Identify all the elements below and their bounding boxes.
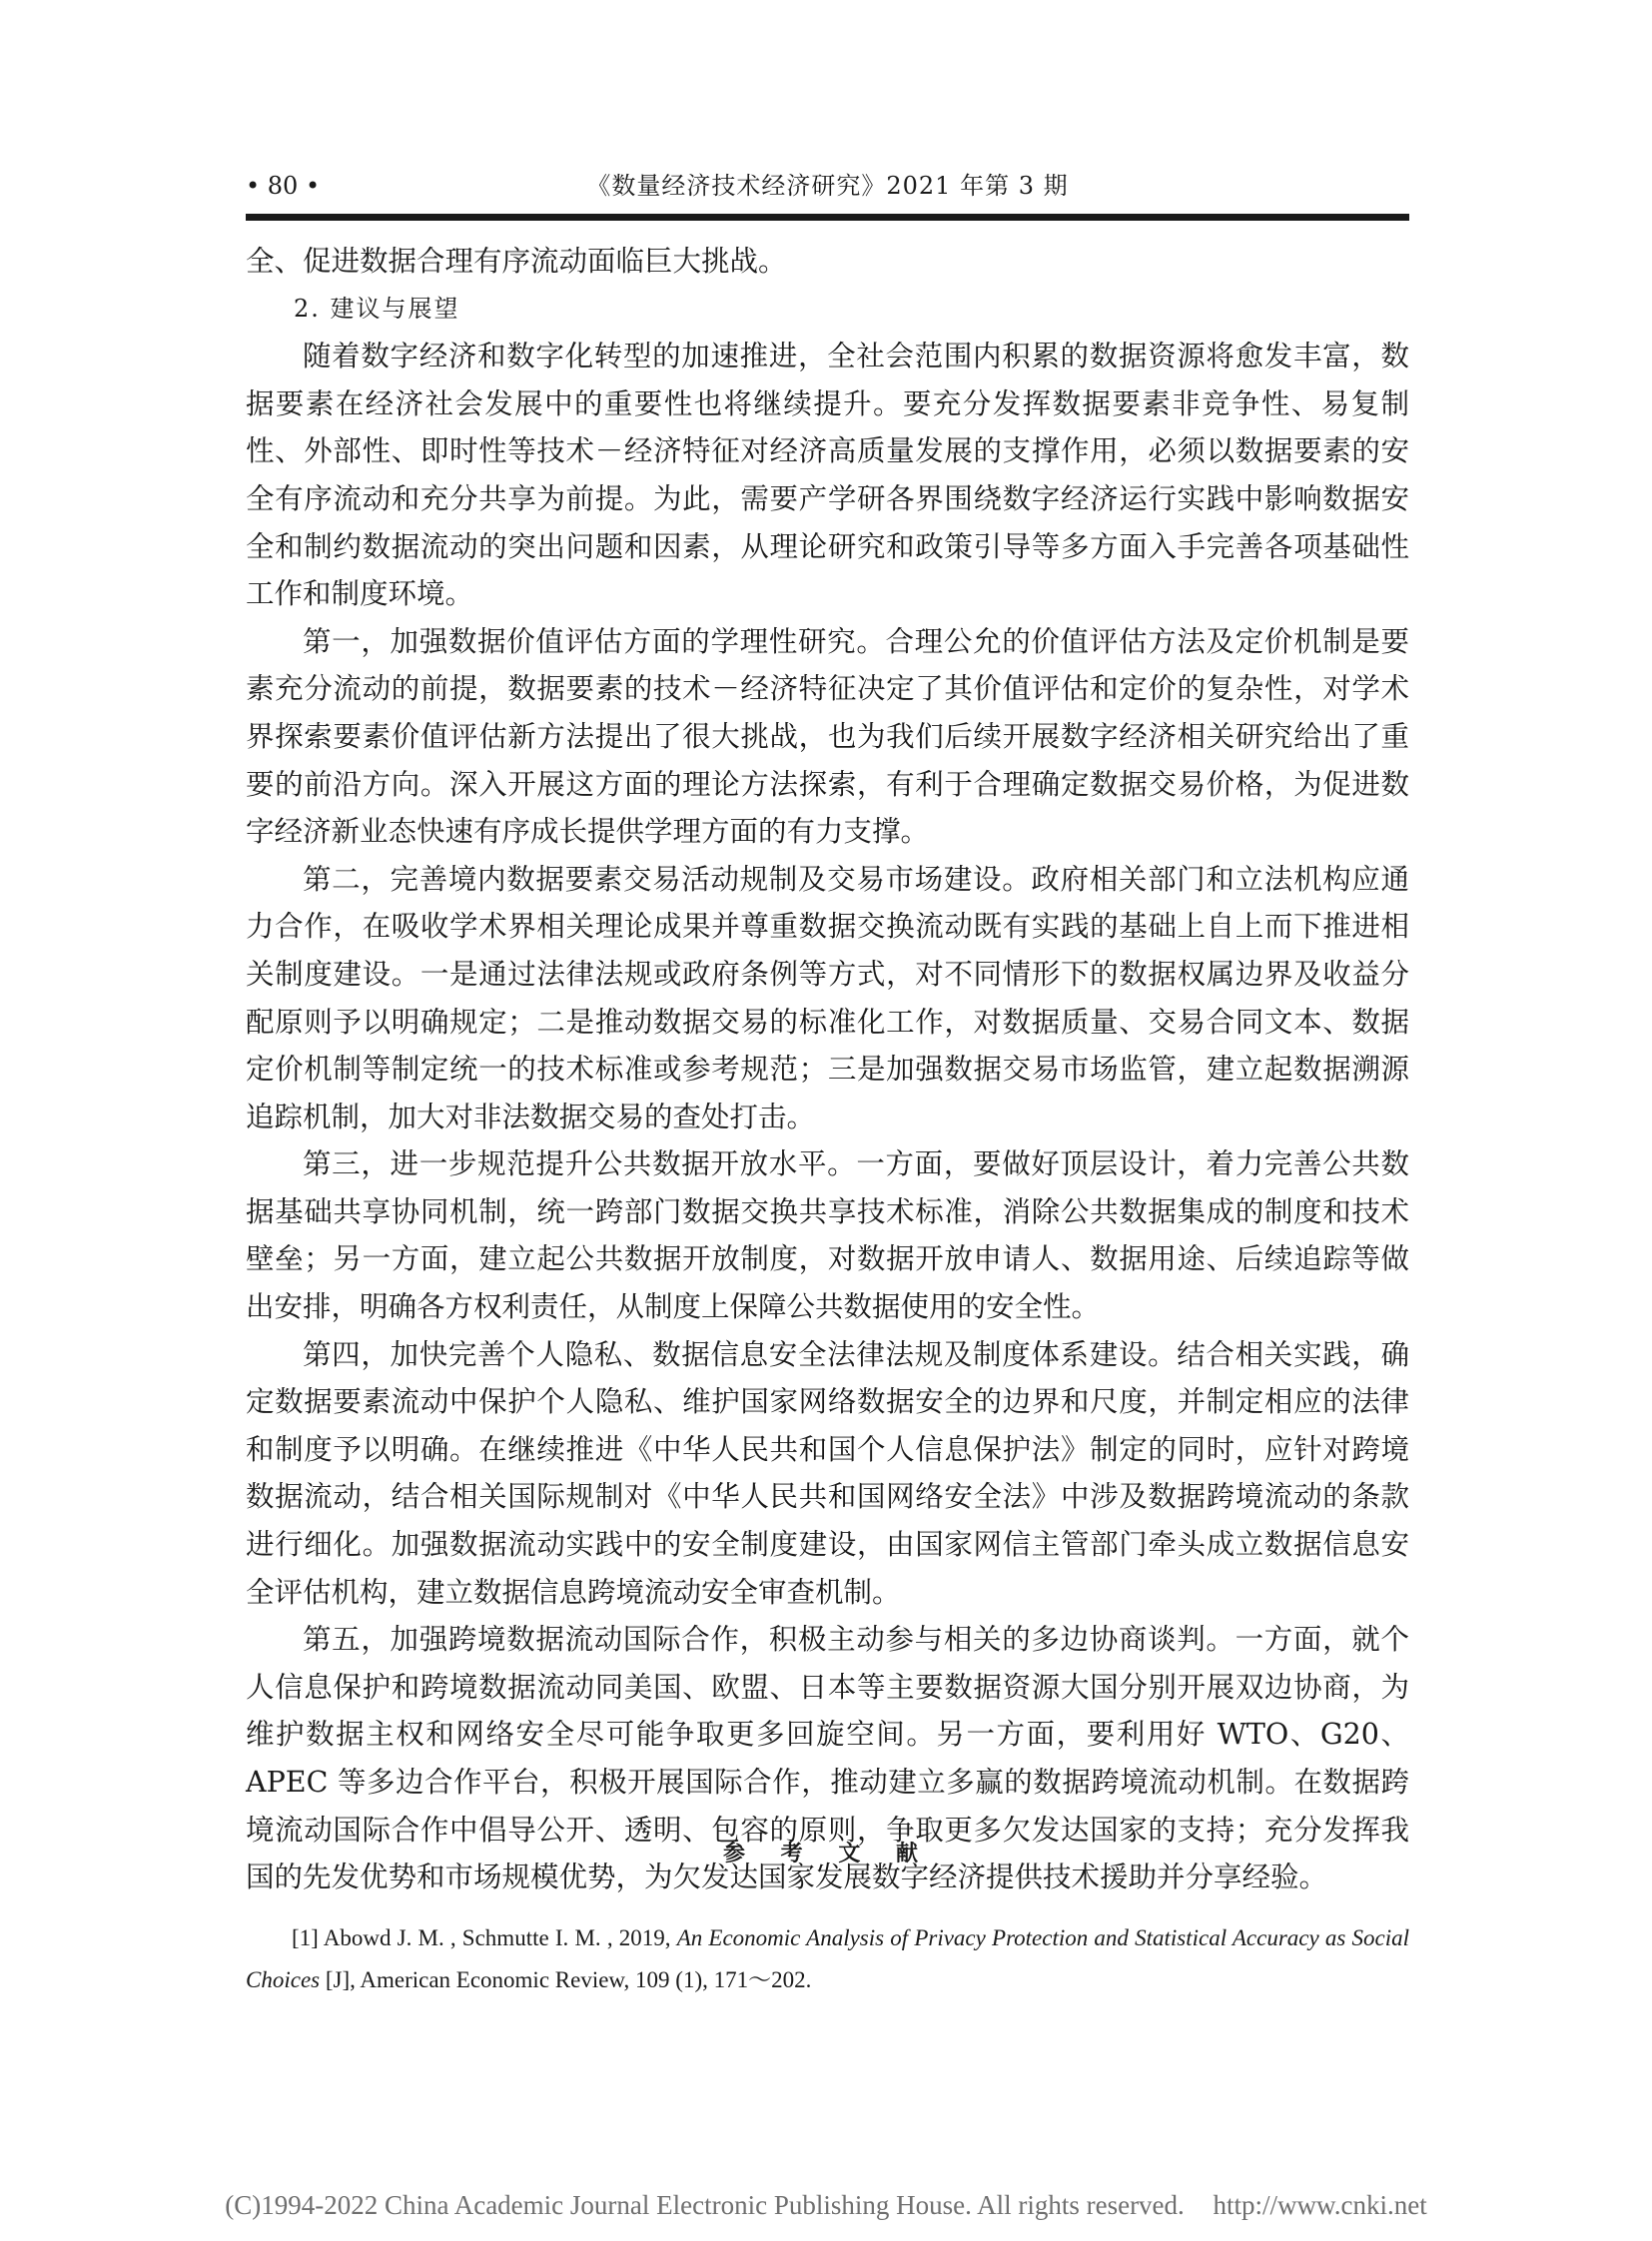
intro-fragment: 全、促进数据合理有序流动面临巨大挑战。 <box>246 245 787 278</box>
reference-title: An Economic Analysis of Privacy Protection and Statistical Accuracy as Social Choices <box>246 1925 1409 1992</box>
page-header <box>246 166 1409 206</box>
cnki-link[interactable]: http://www.cnki.net <box>1213 2190 1427 2220</box>
paragraph-fifth-recommendation: 第五，加强跨境数据流动国际合作，积极主动参与相关的多边协商谈判。一方面，就个人信息保护和跨境数据流动同美国、欧盟、日本等主要数据资源大国分别开展双边协商，为维护数据主权和网络安全尽可能争取更多回旋空间。另一方面，要利用好 WTO、G20、APEC 等多边合作平台，积极开展国际合作，推动建立多赢的数据跨境流动机制。在数据跨境流动国际合作中倡导公开、透明、包容的原则，争取更多欠发达国家的支持；充分发挥我国的先发优势和市场规模优势，为欠发达国家发展数字经济提供技术援助并分享经验。 <box>246 1623 1409 1894</box>
paragraph-fourth-recommendation: 第四，加快完善个人隐私、数据信息安全法律法规及制度体系建设。结合相关实践，确定数据要素流动中保护个人隐私、维护国家网络数据安全的边界和尺度，并制定相应的法律和制度予以明确。在继续推进《中华人民共和国个人信息保护法》制定的同时，应针对跨境数据流动，结合相关国际规制对《中华人民共和国网络安全法》中涉及数据跨境流动的条款进行细化。加强数据流动实践中的安全制度建设，由国家网信主管部门牵头成立数据信息安全评估机构，建立数据信息跨境流动安全审查机制。 <box>246 1337 1409 1609</box>
reference-item <box>246 1917 1409 2001</box>
paragraph-second-recommendation: 第二，完善境内数据要素交易活动规制及交易市场建设。政府相关部门和立法机构应通力合作，在吸收学术界相关理论成果并尊重数据交换流动既有实践的基础上自上而下推进相关制度建设。一是通过法律法规或政府条例等方式，对不同情形下的数据权属边界及收益分配原则予以明确规定；二是推动数据交易的标准化工作，对数据质量、交易合同文本、数据定价机制等制定统一的技术标准或参考规范；三是加强数据交易市场监管，建立起数据溯源追踪机制，加大对非法数据交易的查处打击。 <box>246 862 1409 1133</box>
copyright-notice: (C)1994-2022 China Academic Journal Electronic Publishing House. All rights reserved. <box>225 2190 1185 2220</box>
references-title: 参 考 文 献 <box>723 1841 932 1867</box>
paragraph-first-recommendation: 第一，加强数据价值评估方面的学理性研究。合理公允的价值评估方法及定价机制是要素充分流动的前提，数据要素的技术－经济特征决定了其价值评估和定价的复杂性，对学术界探索要素价值评估新方法提出了很大挑战，也为我们后续开展数字经济相关研究给出了重要的前沿方向。深入开展这方面的理论方法探索，有利于合理确定数据交易价格，为促进数字经济新业态快速有序成长提供学理方面的有力支撑。 <box>246 624 1409 849</box>
reference-suffix: [J], American Economic Review, 109 (1), 171～202. <box>320 1967 812 1992</box>
page-number: • 80 • <box>246 172 321 200</box>
paragraph-third-recommendation: 第三，进一步规范提升公共数据开放水平。一方面，要做好顶层设计，着力完善公共数据基础共享协同机制，统一跨部门数据交换共享技术标准，消除公共数据集成的制度和技术壁垒；另一方面，建立起公共数据开放制度，对数据开放申请人、数据用途、后续追踪等做出安排，明确各方权利责任，从制度上保障公共数据使用的安全性。 <box>246 1147 1409 1324</box>
paragraph-intro: 随着数字经济和数字化转型的加速推进，全社会范围内积累的数据资源将愈发丰富，数据要素在经济社会发展中的重要性也将继续提升。要充分发挥数据要素非竞争性、易复制性、外部性、即时性等技术－经济特征对经济高质量发展的支撑作用，必须以数据要素的安全有序流动和充分共享为前提。为此，需要产学研各界围绕数字经济运行实践中影响数据安全和制约数据流动的突出问题和因素，从理论研究和政策引导等多方面入手完善各项基础性工作和制度环境。 <box>246 340 1409 611</box>
header-divider <box>246 214 1409 221</box>
footer-watermark <box>0 2185 1652 2225</box>
reference-prefix: [1] Abowd J. M. , Schmutte I. M. , 2019, <box>292 1925 677 1950</box>
section-heading: 2. 建议与展望 <box>294 294 460 323</box>
article-body <box>246 238 1409 1901</box>
journal-title: 《数量经济技术经济研究》2021 年第 3 期 <box>586 172 1069 200</box>
